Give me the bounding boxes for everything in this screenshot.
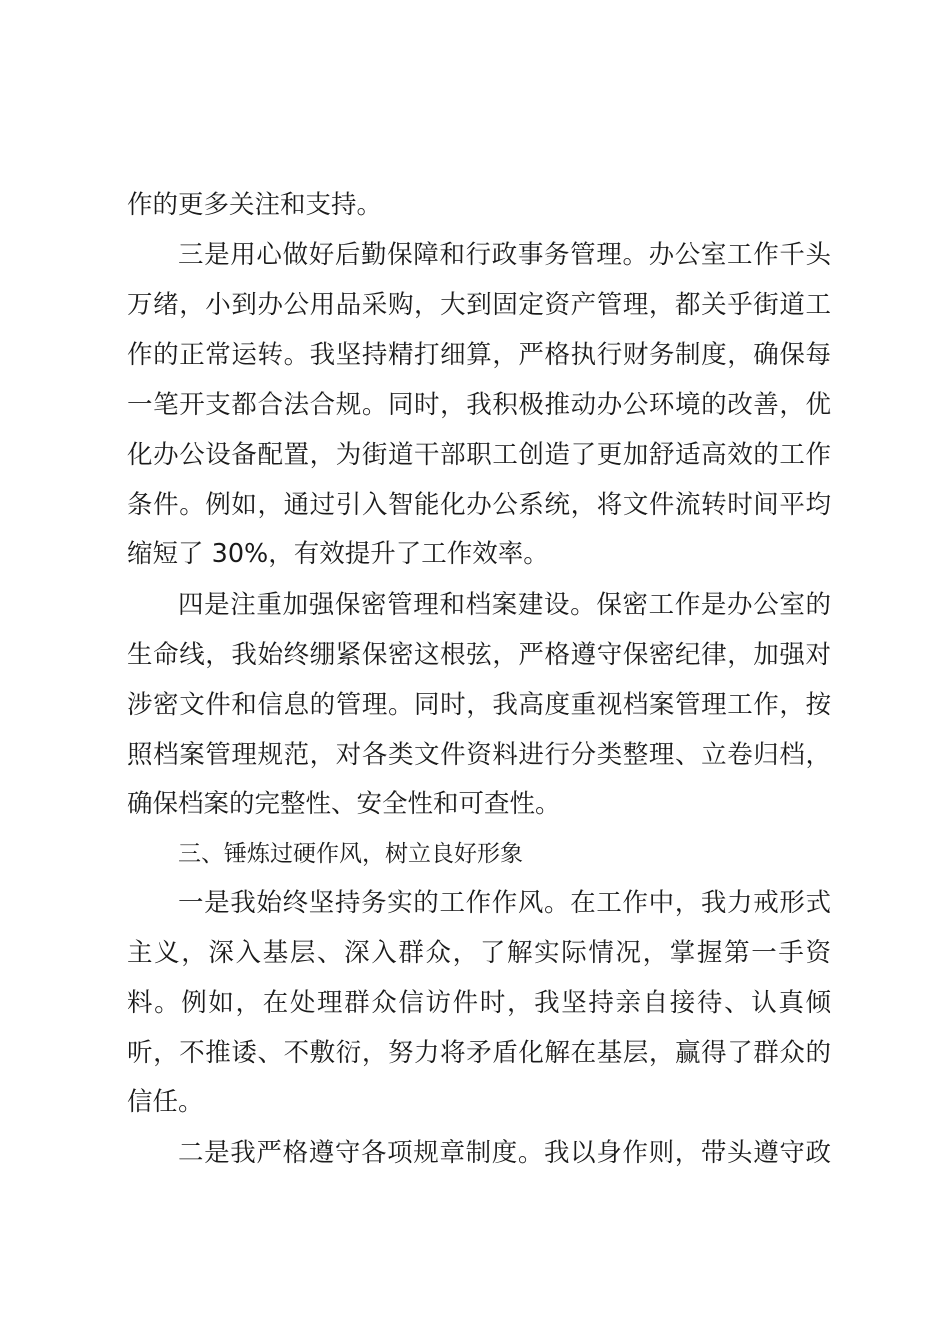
paragraph-line: 主义，深入基层、深入群众，了解实际情况，掌握第一手资: [127, 938, 831, 968]
paragraph-line: 作的正常运转。我坚持精打细算，严格执行财务制度，确保每: [127, 340, 831, 370]
paragraph-line: 照档案管理规范，对各类文件资料进行分类整理、立卷归档，: [127, 740, 831, 770]
paragraph-line: 涉密文件和信息的管理。同时，我高度重视档案管理工作，按: [127, 690, 831, 720]
section-heading: 三、锤炼过硬作风，树立良好形象: [178, 841, 523, 867]
paragraph-line: 万绪，小到办公用品采购，大到固定资产管理，都关乎街道工: [127, 290, 831, 320]
paragraph-line: 缩短了 30%，有效提升了工作效率。: [127, 539, 549, 569]
paragraph-line: 信任。: [127, 1087, 204, 1117]
paragraph-line: 化办公设备配置，为街道干部职工创造了更加舒适高效的工作: [127, 440, 831, 470]
paragraph-line: 作的更多关注和支持。: [127, 190, 383, 220]
paragraph-line: 一笔开支都合法合规。同时，我积极推动办公环境的改善，优: [127, 390, 831, 420]
paragraph-line: 确保档案的完整性、安全性和可查性。: [127, 789, 561, 819]
paragraph-line: 一是我始终坚持务实的工作作风。在工作中，我力戒形式: [178, 888, 831, 918]
paragraph-line: 条件。例如，通过引入智能化办公系统，将文件流转时间平均: [127, 490, 831, 520]
paragraph-line: 听，不推诿、不敷衍，努力将矛盾化解在基层，赢得了群众的: [127, 1038, 831, 1068]
paragraph-line: 三是用心做好后勤保障和行政事务管理。办公室工作千头: [178, 240, 831, 270]
paragraph-line: 二是我严格遵守各项规章制度。我以身作则，带头遵守政: [178, 1138, 831, 1168]
paragraph-line: 生命线，我始终绷紧保密这根弦，严格遵守保密纪律，加强对: [127, 640, 831, 670]
paragraph-line: 料。例如，在处理群众信访件时，我坚持亲自接待、认真倾: [127, 988, 831, 1018]
paragraph-line: 四是注重加强保密管理和档案建设。保密工作是办公室的: [178, 590, 831, 620]
